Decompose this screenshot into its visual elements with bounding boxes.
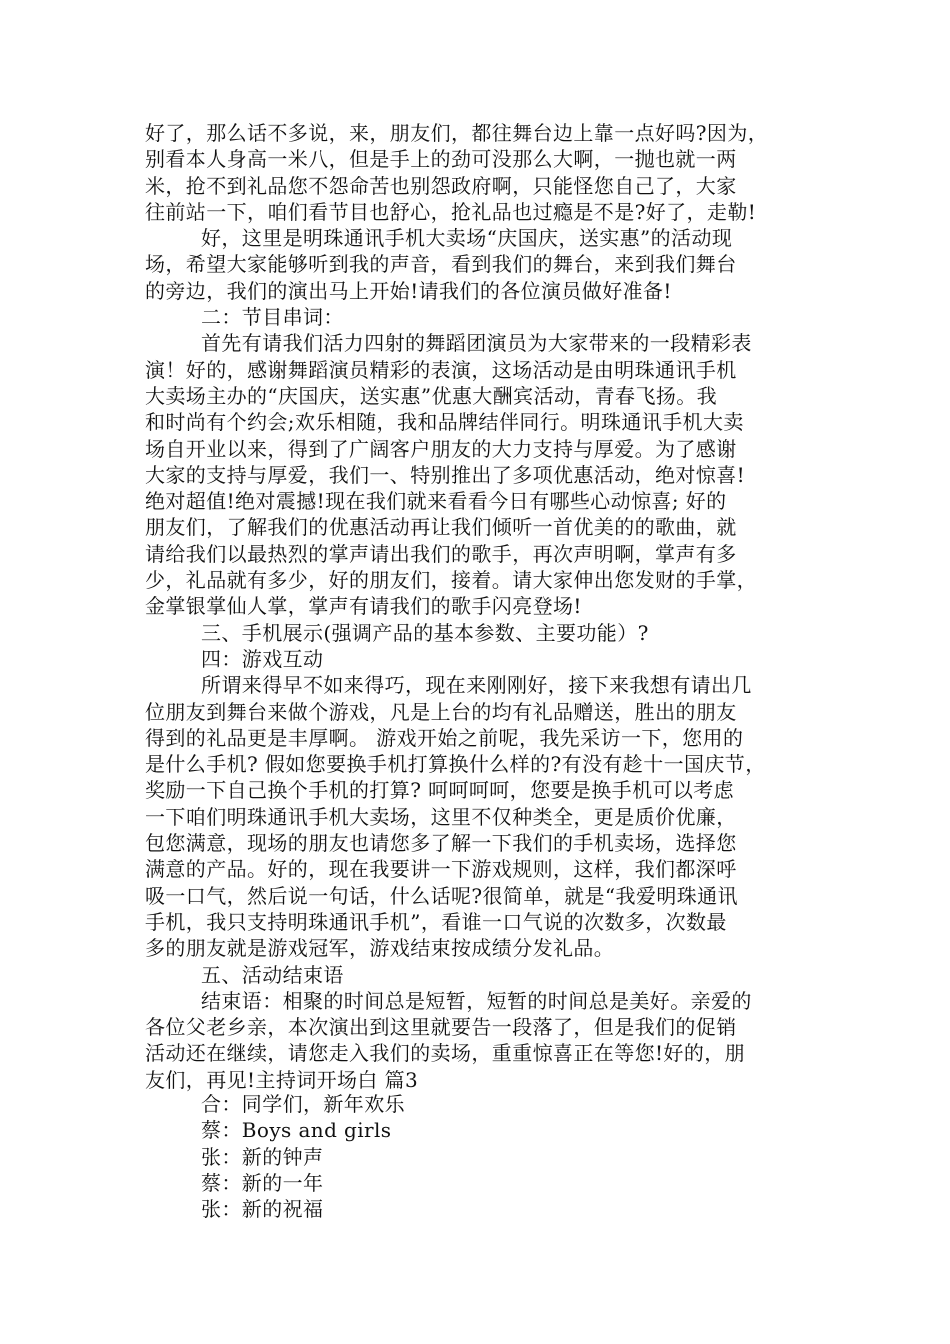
text-line: 五、活动结束语 xyxy=(201,962,344,987)
text-line: 是什么手机? 假如您要换手机打算换什么样的?有没有趁十一国庆节， xyxy=(145,752,766,777)
text-line: 好了，那么话不多说，来，朋友们，都往舞台边上靠一点好吗?因为， xyxy=(145,121,769,145)
text-line: 活动还在继续，请您走入我们的卖场，重重惊喜正在等您!好的，朋 xyxy=(145,1041,746,1066)
dialogue-line: 蔡：新的一年 xyxy=(201,1170,324,1195)
text-line: 朋友们，了解我们的优惠活动再让我们倾听一首优美的的歌曲，就 xyxy=(145,515,737,540)
text-line: 请给我们以最热烈的掌声请出我们的歌手，再次声明啊，掌声有多 xyxy=(145,541,737,566)
text-line: 三、手机展示(强调产品的基本参数、主要功能）? xyxy=(201,620,649,645)
dialogue-line: 张：新的祝福 xyxy=(201,1197,324,1222)
dialogue-lines xyxy=(201,1091,701,1222)
text-line: 绝对超值!绝对震撼!现在我们就来看看今日有哪些心动惊喜; 好的 xyxy=(145,489,727,514)
text-line: 往前站一下，咱们看节目也舒心，抢礼品也过瘾是不是?好了，走勒! xyxy=(145,199,757,224)
text-line: 吸一口气，然后说一句话，什么话呢?很简单，就是“我爱明珠通讯 xyxy=(145,883,738,908)
body-text xyxy=(145,120,810,1093)
text-line: 一下咱们明珠通讯手机大卖场，这里不仅种类全，更是质价优廉， xyxy=(145,804,737,829)
text-line: 和时尚有个约会;欢乐相随，我和品牌结伴同行。明珠通讯手机大卖 xyxy=(145,410,744,435)
text-line: 四：游戏互动 xyxy=(201,646,324,671)
text-line: 奖励一下自己换个手机的打算? 呵呵呵呵，您要是换手机可以考虑 xyxy=(145,778,735,803)
text-line: 场，希望大家能够听到我的声音，看到我们的舞台，来到我们舞台 xyxy=(145,252,737,277)
text-line: 满意的产品。好的，现在我要讲一下游戏规则，这样，我们都深呼 xyxy=(145,857,737,882)
text-line: 首先有请我们活力四射的舞蹈团演员为大家带来的一段精彩表 xyxy=(201,331,752,356)
text-line: 好，这里是明珠通讯手机大卖场“庆国庆，送实惠”的活动现 xyxy=(201,226,733,251)
text-line: 金掌银掌仙人掌，掌声有请我们的歌手闪亮登场! xyxy=(145,594,582,619)
text-line: 场自开业以来，得到了广阔客户朋友的大力支持与厚爱。为了感谢 xyxy=(145,436,737,461)
text-line: 大家的支持与厚爱，我们一、特别推出了多项优惠活动，绝对惊喜! xyxy=(145,462,746,487)
text-line: 的旁边，我们的演出马上开始!请我们的各位演员做好准备! xyxy=(145,278,672,303)
dialogue-line: 合：同学们，新年欢乐 xyxy=(201,1092,405,1116)
text-line: 大卖场主办的“庆国庆，送实惠”优惠大酬宾活动，青春飞扬。我 xyxy=(145,383,718,408)
text-line: 演！好的，感谢舞蹈演员精彩的表演，这场活动是由明珠通讯手机 xyxy=(145,357,737,382)
text-line: 包您满意，现场的朋友也请您多了解一下我们的手机卖场，选择您 xyxy=(145,831,737,856)
text-line: 位朋友到舞台来做个游戏，凡是上台的均有礼品赠送，胜出的朋友 xyxy=(145,699,737,724)
text-line: 米，抢不到礼品您不怨命苦也别怨政府啊，只能怪您自己了，大家 xyxy=(145,173,737,198)
text-line: 所谓来得早不如来得巧，现在来刚刚好，接下来我想有请出几 xyxy=(201,673,752,698)
dialogue-line: 蔡：Boys and girls xyxy=(201,1118,392,1143)
text-line: 友们，再见!主持词开场白 篇3 xyxy=(145,1067,419,1092)
text-line: 结束语：相聚的时间总是短暂，短暂的时间总是美好。亲爱的 xyxy=(201,988,752,1013)
text-line: 手机，我只支持明珠通讯手机”，看谁一口气说的次数多，次数最 xyxy=(145,909,727,934)
text-line: 得到的礼品更是丰厚啊。 游戏开始之前呢，我先采访一下，您用的 xyxy=(145,725,744,750)
dialogue-line: 张：新的钟声 xyxy=(201,1144,324,1169)
text-line: 二：节目串词： xyxy=(201,305,344,330)
text-line: 多的朋友就是游戏冠军，游戏结束按成绩分发礼品。 xyxy=(145,936,615,961)
text-line: 各位父老乡亲，本次演出到这里就要告一段落了，但是我们的促销 xyxy=(145,1015,737,1040)
text-line: 别看本人身高一米八，但是手上的劲可没那么大啊，一抛也就一两 xyxy=(145,147,737,172)
text-line: 少，礼品就有多少，好的朋友们，接着。请大家伸出您发财的手掌， xyxy=(145,568,757,593)
